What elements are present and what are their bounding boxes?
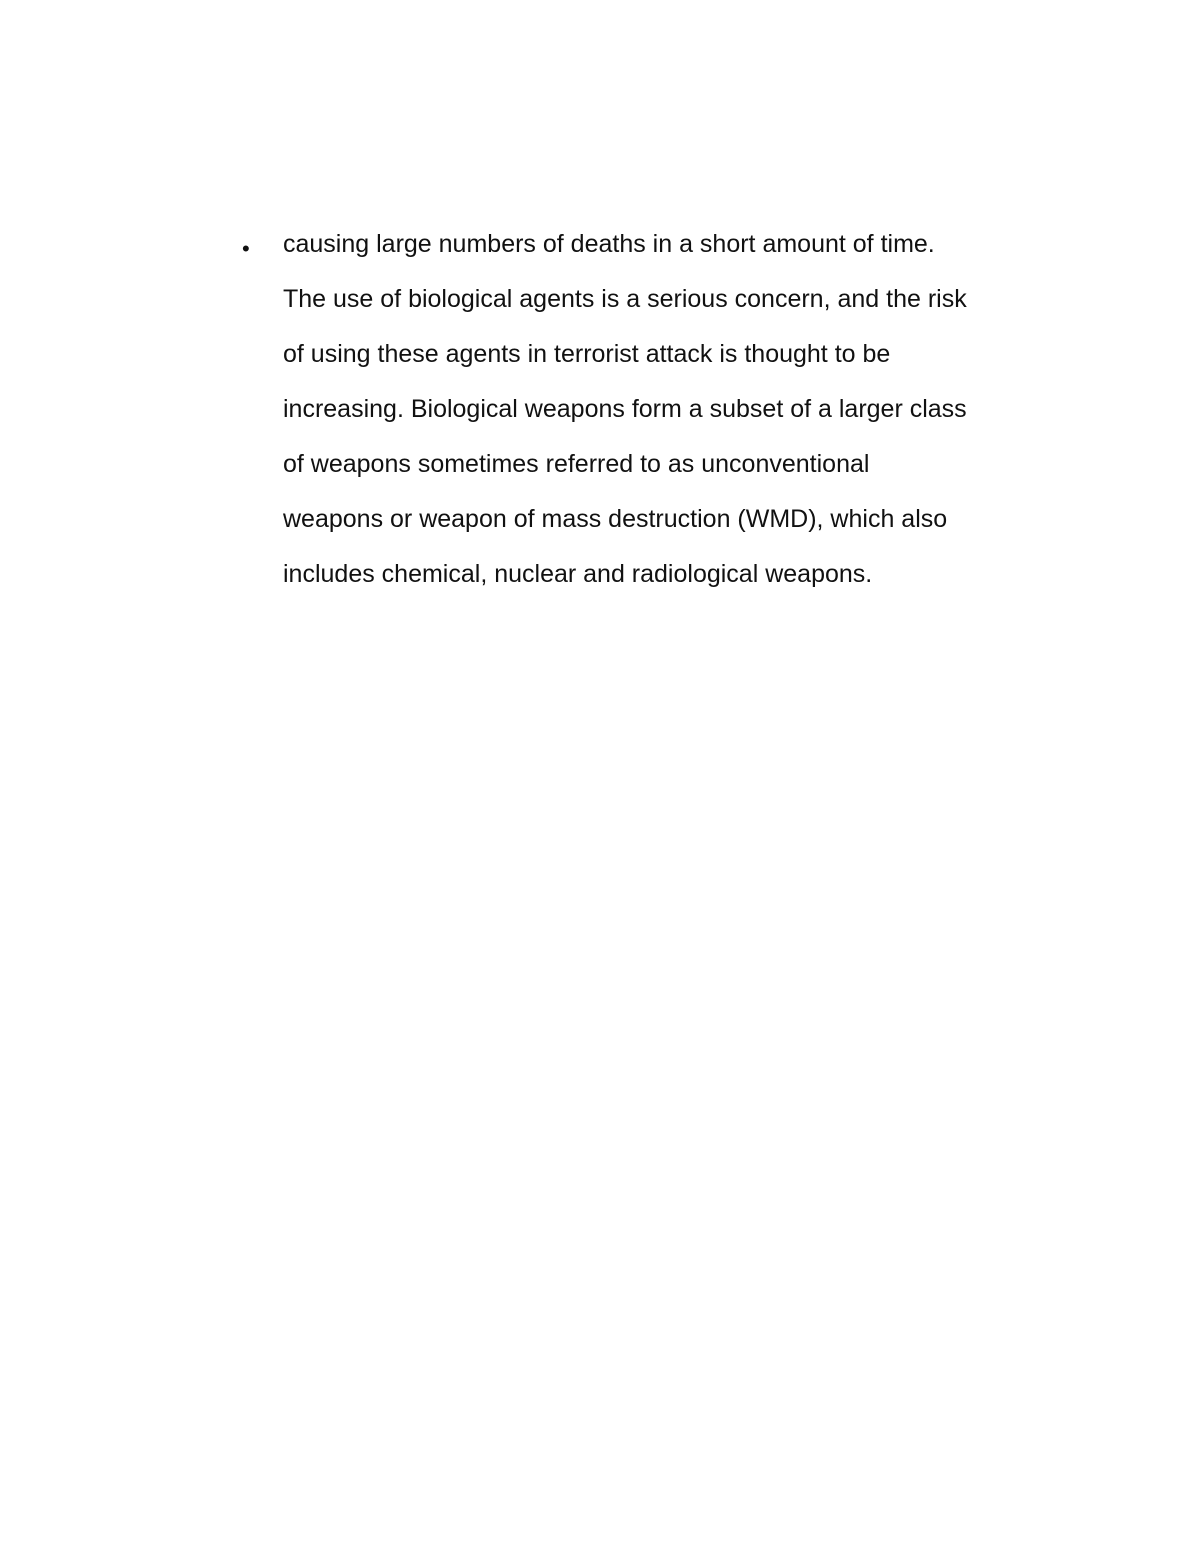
bullet-icon: • xyxy=(242,236,250,261)
text-line: increasing. Biological weapons form a subset of a larger class xyxy=(283,395,967,423)
text-line: The use of biological agents is a serious concern, and the risk xyxy=(283,285,967,313)
text-line: includes chemical, nuclear and radiological weapons. xyxy=(283,560,873,588)
text-line: of using these agents in terrorist attack is thought to be xyxy=(283,340,891,368)
bullet-paragraph xyxy=(283,228,1083,613)
text-line: weapons or weapon of mass destruction (WMD), which also xyxy=(283,505,948,533)
text-line: of weapons sometimes referred to as unconventional xyxy=(283,450,870,478)
text-line: causing large numbers of deaths in a short amount of time. xyxy=(283,230,935,258)
